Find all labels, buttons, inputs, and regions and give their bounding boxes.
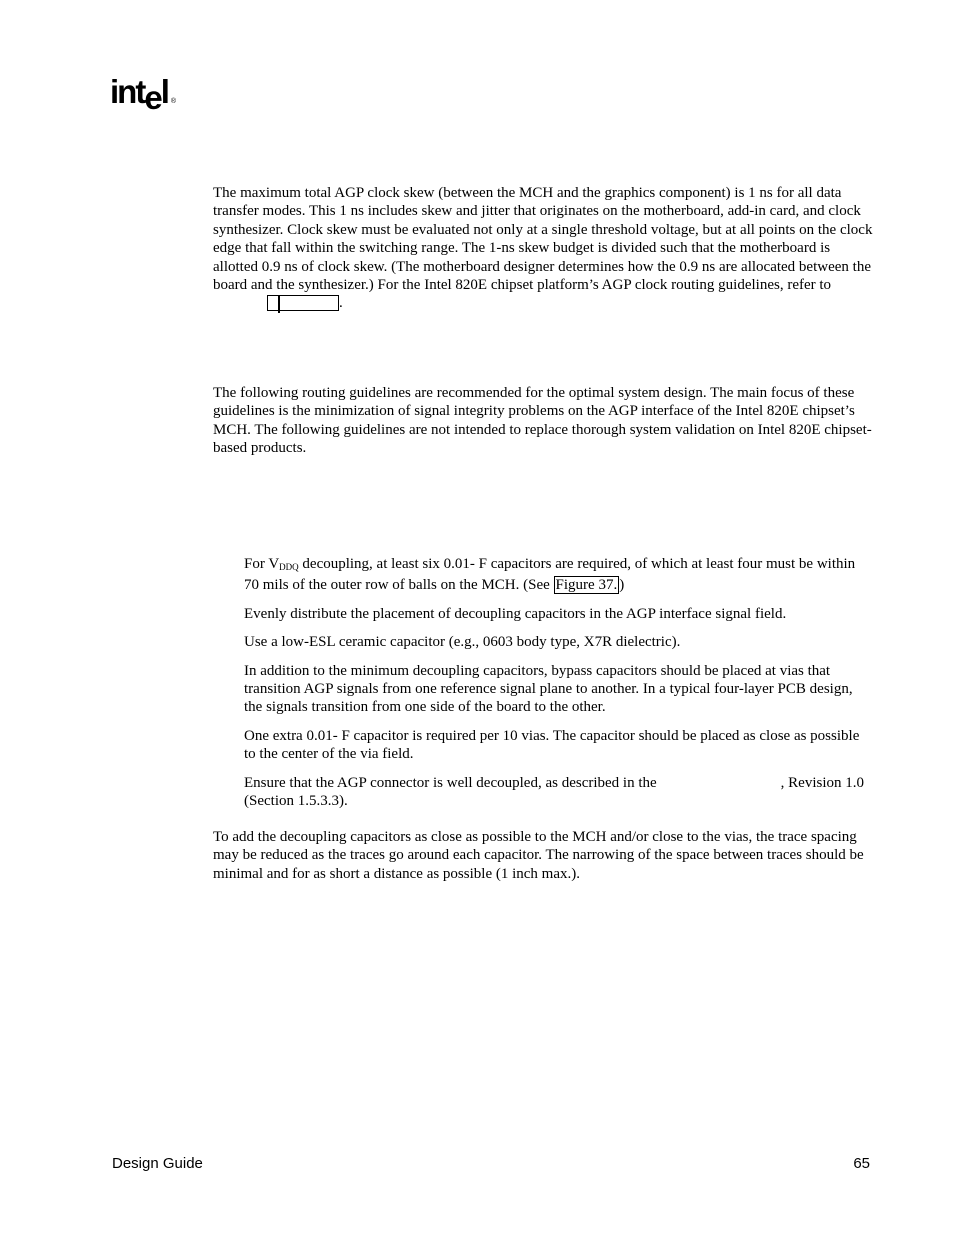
- figure-37-link[interactable]: Figure 37.: [555, 577, 618, 594]
- text-cursor: [278, 296, 280, 313]
- list-item: [244, 555, 869, 595]
- page-number: 65: [853, 1155, 870, 1172]
- logo-l: l: [160, 73, 168, 110]
- intel-logo: [110, 72, 177, 122]
- list-item: Use a low-ESL ceramic capacitor (e.g., 0603 body type, X7R dielectric).: [244, 634, 681, 651]
- logo-e: e: [144, 79, 161, 116]
- list-item: [244, 774, 869, 811]
- cross-reference-link[interactable]: [267, 295, 339, 311]
- logo-registered-mark: ®: [170, 98, 177, 105]
- clock-skew-text: The maximum total AGP clock skew (between the MCH and the graphics component) is 1 ns for all data transfer modes. This 1 ns includes skew and jitter that originates on the motherboard, add-in card, and clock synthesizer. Clock skew must be evaluated not only at a single threshold voltage, but at all points on the clock edge that fall within the switching range. The 1-ns skew budget is divided such that the motherboard is allotted 0.9 ns of clock skew. (The motherboard designer determines how the 0.9 ns are allocated between the board and the synthesizer.) For the Intel 820E chipset platform’s AGP clock routing guidelines, refer to: [213, 185, 873, 294]
- vddq-subscript: DDQ: [279, 562, 299, 572]
- list-item: One extra 0.01- F capacitor is required per 10 vias. The capacitor should be placed as close as possible to the center of the via field.: [244, 727, 860, 763]
- item1-text-pre: For V: [244, 556, 280, 572]
- list-item: In addition to the minimum decoupling capacitors, bypass capacitors should be placed at vias that transition AGP signals from one reference signal plane to another. In a typical four-layer PCB design, the signals transition from one side of the board to the other.: [244, 662, 853, 716]
- logo-text: int: [110, 73, 145, 110]
- paragraph-trace-spacing: To add the decoupling capacitors as close as possible to the MCH and/or close to the vias, the trace spacing may be reduced as the traces go around each capacitor. The narrowing of the space between traces should be minimal and for as short a distance as possible (1 inch max.).: [213, 829, 864, 882]
- item6-text-pre: Ensure that the AGP connector is well decoupled, as described in the: [244, 774, 657, 791]
- list-item: Evenly distribute the placement of decoupling capacitors in the AGP interface signal field.: [244, 605, 787, 622]
- item6-text-post: , Revision 1.0 (Section 1.5.3.3).: [244, 774, 865, 810]
- paragraph-clock-skew: [213, 184, 873, 313]
- footer-title: Design Guide: [112, 1155, 203, 1172]
- clock-skew-text-end: .: [339, 295, 343, 312]
- item1-text-mid: decoupling, at least six 0.01- F capacitors are required, of which at least four must be within 70 mils of the outer row of balls on the MCH. (See: [244, 556, 856, 594]
- decoupling-guidelines-list: [244, 555, 869, 820]
- paragraph-routing-guidelines: The following routing guidelines are recommended for the optimal system design. The main focus of these guidelines is the minimization of signal integrity problems on the AGP interface of the Intel 820E chipset’s MCH. The following guidelines are not intended to replace thorough system validation on Intel 820E chipset-based products.: [213, 385, 872, 457]
- item1-text-post: ): [619, 577, 625, 594]
